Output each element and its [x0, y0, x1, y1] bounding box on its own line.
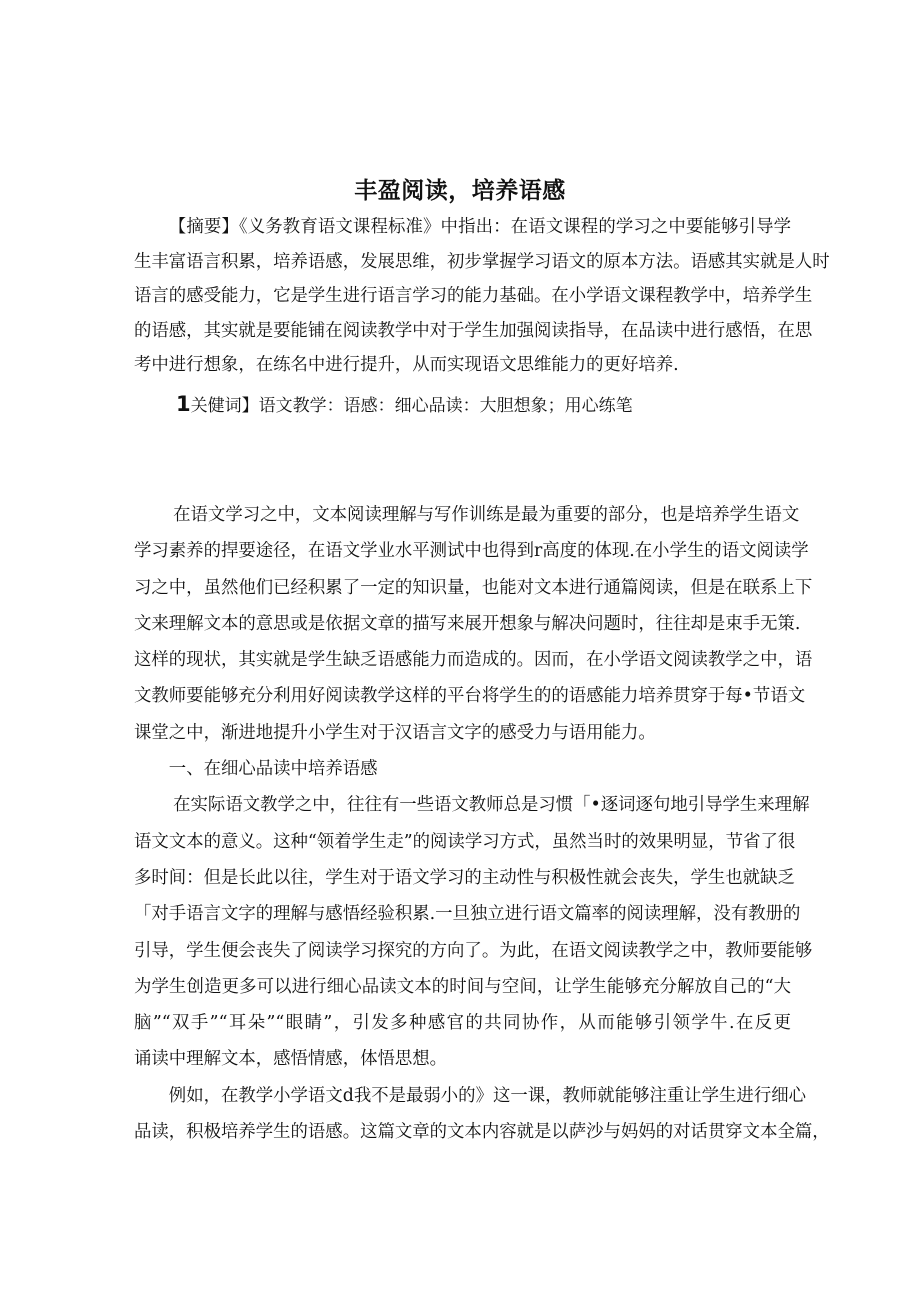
- body-line: 习之中，虽然他们已经积累了一定的知识量，也能对文本进行通篇阅读，但是在联系上下: [134, 577, 813, 598]
- abstract-line: 的语感，其实就是要能铺在阅读教学中对于学生加强阅读指导，在品读中进行感悟，在思: [134, 320, 813, 341]
- abstract-line: 语言的感受能力，它是学生进行语言学习的能力基础。在小学语文课程教学中，培养学生: [134, 286, 813, 306]
- abstract-line: 【摘要】《义务教育语文课程标准》中指出：在语文课程的学习之中要能够引导学: [168, 217, 791, 237]
- keywords-line: [176, 391, 633, 416]
- section-heading: 一、在细心品读中培养语感: [168, 759, 378, 780]
- document-title: 丰盈阅读，培养语感: [354, 178, 566, 204]
- keywords-text: 关健词】语文教学：语感：细心品读：大胆想象；用心练笔: [190, 396, 633, 416]
- body-line: 文来理解文本的意思或是依据文章的描写来展开想象与解决问题时，往往却是束手无策.: [134, 613, 801, 634]
- body-line: 语文文本的意义。这种“领着学生走”的阅读学习方式，虽然当时的效果明显，节省了很: [134, 831, 796, 852]
- keywords-mark: 1: [176, 392, 191, 416]
- body-line: 文教师要能够充分利用好阅读教学这样的平台将学生的的语感能力培养贯穿于每•节语文: [134, 686, 806, 707]
- abstract-section: [134, 210, 830, 383]
- body-line: 学习素养的捍要途径，在语文学业水平测试中也得到r高度的体现.在小学生的语文阅读学: [134, 541, 809, 562]
- body-line: 「对手语言文字的理解与感悟经验积累.一旦独立进行语文篇率的阅读理解，没有教册的: [134, 904, 801, 925]
- body-line: 为学生创造更多可以进行细心品读文本的时间与空间，让学生能够充分解放自己的“大: [134, 976, 791, 997]
- abstract-line: 考中进行想象，在练名中进行提升，从而实现语文思维能力的更好培养.: [134, 355, 679, 375]
- body-line: 多时间：但是长此以往，学生对于语文学习的主动性与积极性就会丧失，学生也就缺乏: [134, 867, 795, 888]
- body-line: 品读，积极培养学生的语感。这篇文章的文本内容就是以萨沙与妈妈的对话贯穿文本全篇，: [134, 1122, 830, 1143]
- body-line: 在语文学习之中，文本阅读理解与写作训练是最为重要的部分，也是培养学生语文: [173, 505, 800, 525]
- body-line: 例如，在教学小学语文d我不是最弱小的》这一课，教师就能够注重让学生进行细心: [168, 1085, 806, 1106]
- body-line: 课堂之中，渐进地提升小学生对于汉语言文字的感受力与语用能力。: [134, 722, 656, 743]
- body-line: 这样的现状，其实就是学生缺乏语感能力而造成的。因而，在小学语文阅读教学之中，语: [134, 650, 813, 671]
- body-line: 引导，学生便会丧失了阅读学习探究的方向了。为此，在语文阅读教学之中，教师要能够: [134, 940, 813, 961]
- body-line: 诵读中理解文本，感悟情感，体悟思想。: [134, 1049, 448, 1070]
- body-section: [134, 497, 830, 1150]
- body-line: 在实际语文教学之中，往往有一些语文教师总是习惯「•逐词逐句地引导学生来理解: [173, 795, 810, 816]
- body-line: 脑”“双手”“耳朵”“眼睛”，引发多种感官的共同协作，从而能够引领学牛.在反更: [134, 1013, 791, 1034]
- abstract-line: 生丰富语言积累，培养语感，发展思维，初步掌握学习语文的原本方法。语感其实就是人时: [134, 251, 830, 272]
